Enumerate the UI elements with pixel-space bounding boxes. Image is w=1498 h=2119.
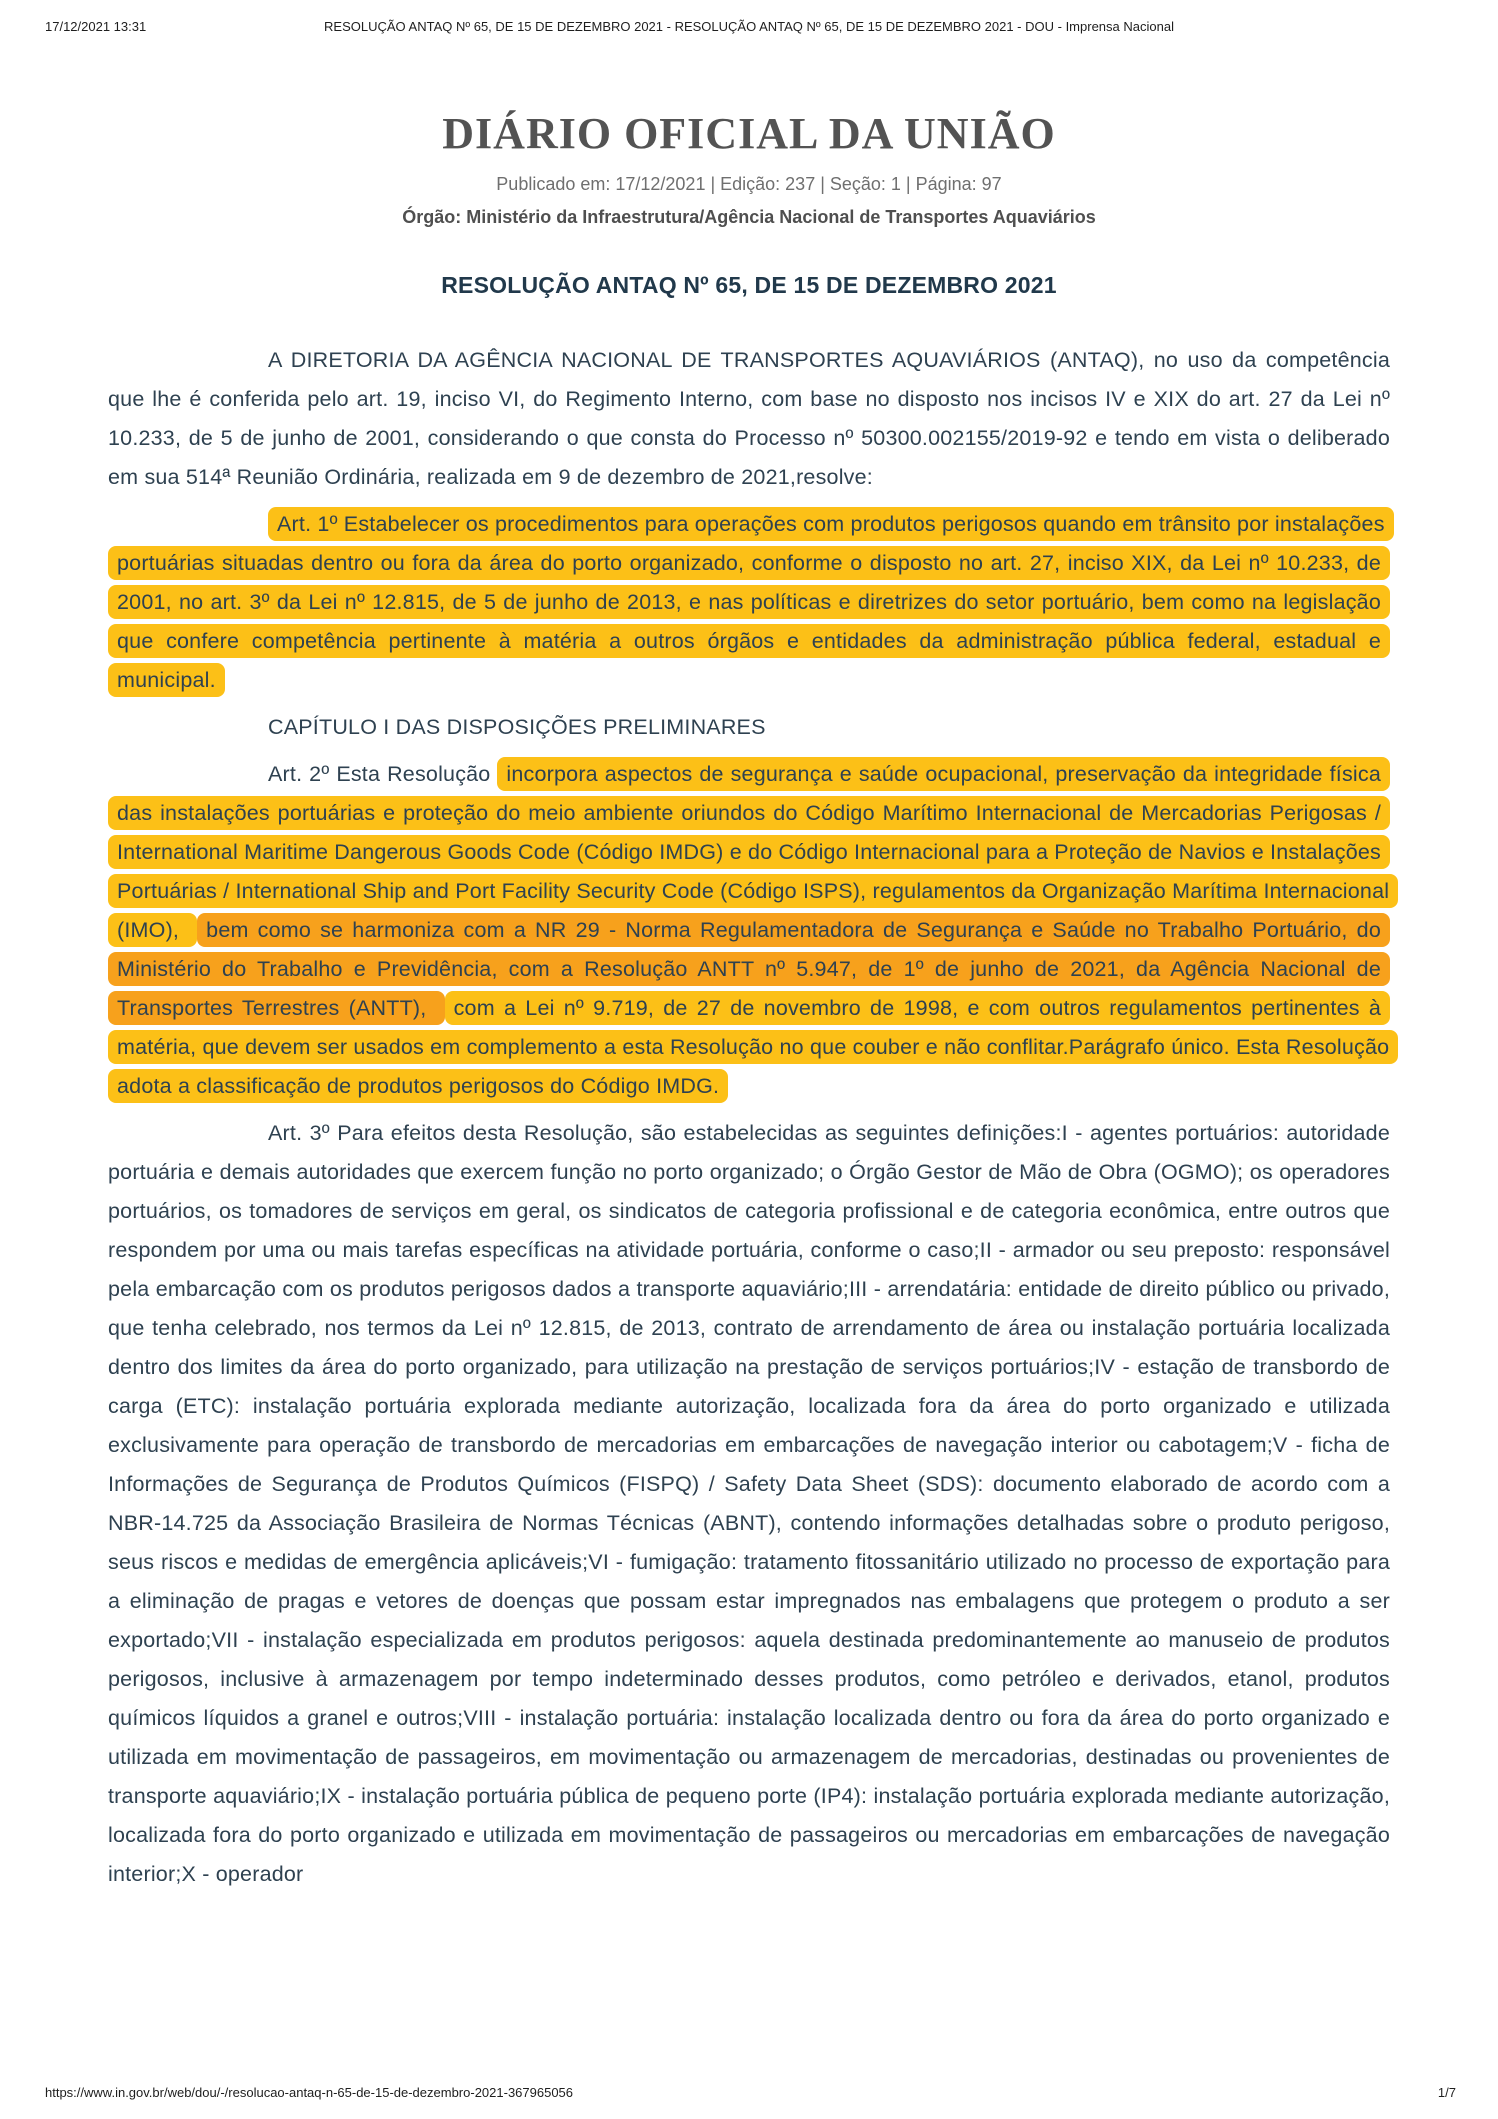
resolution-body — [108, 341, 1390, 1894]
highlighted-text-yellow: Art. 1º Estabelecer os procedimentos para operações com produtos perigosos quando em trânsito por instalações portuárias situadas dentro ou fora da área do porto organizado, conforme o disposto no art. 27, inciso XIX, da Lei nº 10.233, de 2001, no art. 3º da Lei nº 12.815, de 5 de junho de 2013, e nas políticas e diretrizes do setor portuário, bem como na legislação que confere competência pertinente à matéria a outros órgãos e entidades da administração pública federal, estadual e municipal. — [108, 507, 1394, 697]
highlighted-text-orange: bem como se harmoniza com a NR 29 - Norma Regulamentadora de Segurança e Saúde no Trabalho Portuário, do Ministério do Trabalho e Previdência, com a Resolução ANTT nº 5.947, de 1º de junho de 2021, da Agência Nacional de Transportes Terrestres (ANTT), — [108, 913, 1390, 1025]
publication-info: Publicado em: 17/12/2021 | Edição: 237 | Seção: 1 | Página: 97 — [496, 174, 1002, 195]
page-indicator: 1/7 — [1437, 2085, 1456, 2100]
paragraph-art2 — [108, 755, 1390, 1106]
highlighted-text-yellow: com a Lei nº 9.719, de 27 de novembro de 1998, e com outros regulamentos pertinentes à matéria, que devem ser usados em complemento a esta Resolução no que couber e não conflitar.Parágrafo único. Esta Resolução adota a classificação de produtos perigosos do Código IMDG. — [108, 991, 1398, 1103]
chapter-heading — [108, 708, 1390, 747]
organ-info: Órgão: Ministério da Infraestrutura/Agência Nacional de Transportes Aquaviários — [402, 207, 1096, 228]
highlighted-text-yellow: incorpora aspectos de segurança e saúde ocupacional, preservação da integridade física das instalações portuárias e proteção do meio ambiente oriundos do Código Marítimo Internacional de Mercadorias Perigosas / International Maritime Dangerous Goods Code (Código IMDG) e do Código Internacional para a Proteção de Navios e Instalações Portuárias / International Ship and Port Facility Security Code (Código ISPS), regulamentos da Organização Marítima Internacional (IMO), — [108, 757, 1398, 947]
print-timestamp: 17/12/2021 13:31 — [45, 19, 147, 34]
plain-text: Art. 2º Esta Resolução — [268, 762, 498, 787]
plain-text: Art. 3º Para efeitos desta Resolução, são estabelecidas as seguintes definições:I - agentes portuários: autoridade portuária e demais autoridades que exercem função no porto organizado; o Órgão Gestor de Mão de Obra (OGMO); os operadores portuários, os tomadores de serviços em geral, os sindicatos de categoria profissional e de categoria econômica, entre outros que respondem por uma ou mais tarefas específicas na atividade portuária, conforme o caso;II - armador ou seu preposto: responsável pela embarcação com os produtos perigosos dados a transporte aquaviário;III - arrendatária: entidade de direito público ou privado, que tenha celebrado, nos termos da Lei nº 12.815, de 2013, contrato de arrendamento de área ou instalação portuária localizada dentro dos limites da área do porto organizado, para utilização na prestação de serviços portuários;IV - estação de transbordo de carga (ETC): instalação portuária explorada mediante autorização, localizada fora da área do porto organizado e utilizada exclusivamente para operação de transbordo de mercadorias em embarcações de navegação interior ou cabotagem;V - ficha de Informações de Segurança de Produtos Químicos (FISPQ) / Safety Data Sheet (SDS): documento elaborado de acordo com a NBR-14.725 da Associação Brasileira de Normas Técnicas (ABNT), contendo informações detalhadas sobre o produto perigoso, seus riscos e medidas de emergência aplicáveis;VI - fumigação: tratamento fitossanitário utilizado no processo de exportação para a eliminação de pragas e vetores de doenças que possam estar impregnados nas embalagens que protegem o produto a ser exportado;VII - instalação especializada em produtos perigosos: aquela destinada predominantemente ao manuseio de produtos perigosos, inclusive à armazenagem por tempo indeterminado desses produtos, como petróleo e derivados, etanol, produtos químicos líquidos a granel e outros;VIII - instalação portuária: instalação localizada dentro ou fora da área do porto organizado e utilizada em movimentação de passageiros, em movimentação ou armazenagem de mercadorias, destinadas ou provenientes de transporte aquaviário;IX - instalação portuária pública de pequeno porte (IP4): instalação portuária explorada mediante autorização, localizada fora do porto organizado e utilizada em movimentação de passageiros ou mercadorias em embarcações de navegação interior;X - operador — [108, 1121, 1390, 1887]
browser-print-footer — [45, 2085, 1456, 2100]
print-page-title: RESOLUÇÃO ANTAQ Nº 65, DE 15 DE DEZEMBRO 2021 - RESOLUÇÃO ANTAQ Nº 65, DE 15 DE DEZEMBRO 2021 - DOU - Imprensa Nacional — [324, 19, 1174, 34]
plain-text: A DIRETORIA DA AGÊNCIA NACIONAL DE TRANSPORTES AQUAVIÁRIOS (ANTAQ), no uso da competência que lhe é conferida pelo art. 19, inciso VI, do Regimento Interno, com base no disposto nos incisos IV e XIX do art. 27 da Lei nº 10.233, de 5 de junho de 2001, considerando o que consta do Processo nº 50300.002155/2019-92 e tendo em vista o deliberado em sua 514ª Reunião Ordinária, realizada em 9 de dezembro de 2021,resolve: — [108, 348, 1390, 490]
paragraph-preamble — [108, 341, 1390, 497]
paragraph-art1 — [108, 505, 1390, 700]
paragraph-art3 — [108, 1114, 1390, 1894]
browser-print-header — [0, 19, 1498, 37]
masthead-title: DIÁRIO OFICIAL DA UNIÃO — [442, 109, 1056, 158]
plain-text: CAPÍTULO I DAS DISPOSIÇÕES PRELIMINARES — [268, 715, 766, 740]
resolution-title: RESOLUÇÃO ANTAQ Nº 65, DE 15 DE DEZEMBRO 2021 — [441, 272, 1057, 299]
source-url: https://www.in.gov.br/web/dou/-/resolucao-antaq-n-65-de-15-de-dezembro-2021-367965056 — [45, 2085, 574, 2100]
document-content — [108, 0, 1390, 1894]
